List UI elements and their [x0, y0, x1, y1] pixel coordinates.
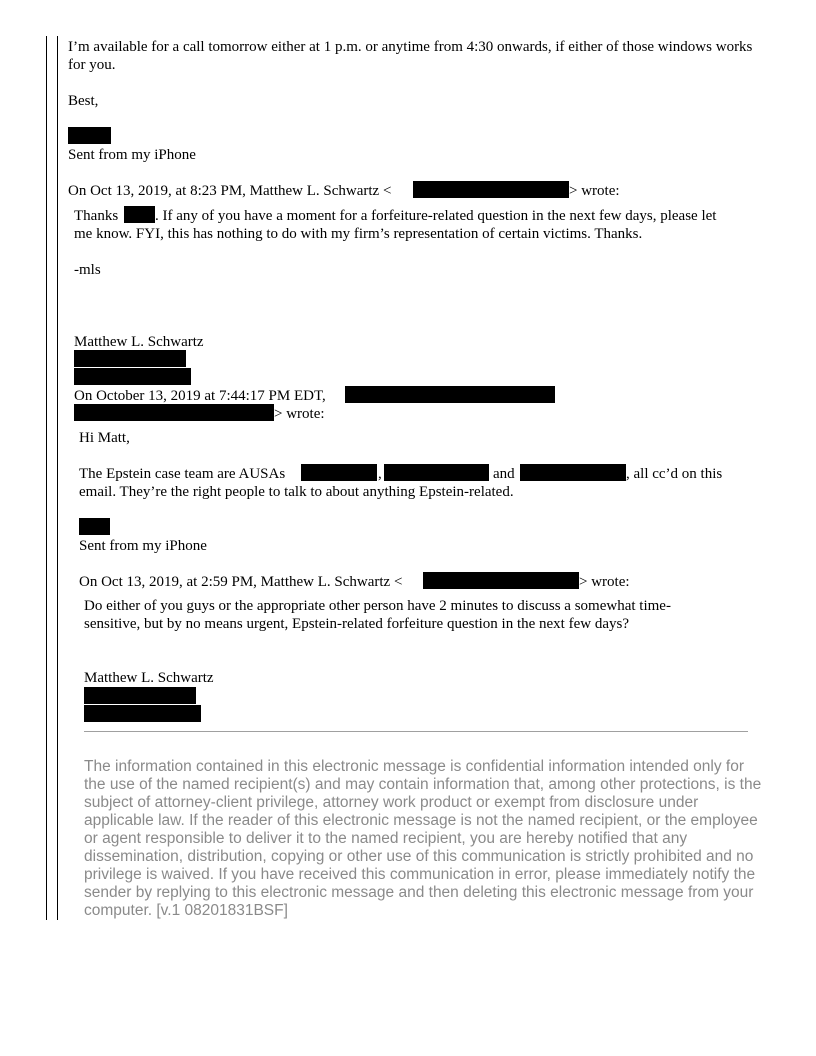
quote3-header-prefix: On Oct 13, 2019, at 2:59 PM, Matthew L. Schwartz <: [79, 574, 403, 590]
quote2-header-suffix: > wrote:: [274, 406, 325, 422]
reply-closing: Best,: [68, 93, 99, 109]
redacted-email: [413, 181, 569, 198]
quote1-thanks: Thanks: [74, 208, 119, 224]
confidentiality-disclaimer: The information contained in this electronic message is confidential information intended only for the use of the named recipient(s) and may contain information that, among other protections, is the subject of attorney-client privilege, attorney work product or exempt from disclosure under applicable law. If the reader of this electronic message is not the named recipient, or the employee or agent responsible to deliver it to the named recipient, you are hereby notified that any dissemination, distribution, copying or other use of this communication is strictly prohibited and no privilege is waived. If you have received this communication in error, please immediately notify the sender by replying to this electronic message and then deleting this electronic message from your computer. [v.1 08201831BSF]: [84, 758, 762, 919]
redacted-sender-email: [74, 404, 274, 421]
quote1-header-suffix: > wrote:: [569, 183, 620, 199]
redacted-name: [124, 206, 155, 223]
quote-bar-inner: [57, 36, 58, 920]
redacted-sender: [345, 386, 555, 403]
redacted-ausa-2: [384, 464, 489, 481]
redacted-sig-line1: [74, 350, 186, 367]
quote3-sig-name: Matthew L. Schwartz: [84, 670, 214, 686]
redacted-ausa-1: [301, 464, 377, 481]
redacted-ausa-3: [520, 464, 626, 481]
disclaimer-divider: [84, 731, 748, 732]
quote2-header-line1: On October 13, 2019 at 7:44:17 PM EDT,: [74, 388, 326, 404]
redacted-email-3: [423, 572, 579, 589]
quote2-and: and: [493, 466, 515, 482]
quote2-greeting: Hi Matt,: [79, 430, 130, 446]
quote1-signoff: -mls: [74, 262, 101, 278]
reply-sent-from: Sent from my iPhone: [68, 147, 196, 163]
quote1-sig-name: Matthew L. Schwartz: [74, 334, 204, 350]
quote2-comma: ,: [378, 466, 382, 482]
quote2-body-line2: email. They’re the right people to talk to about anything Epstein-related.: [79, 484, 514, 500]
redacted-signature-2: [79, 518, 110, 535]
quote1-header-prefix: On Oct 13, 2019, at 8:23 PM, Matthew L. Schwartz <: [68, 183, 392, 199]
quote2-body-end: , all cc’d on this: [626, 466, 723, 482]
redacted-sig-line2: [74, 368, 191, 385]
reply-body: I’m available for a call tomorrow either at 1 p.m. or anytime from 4:30 onwards, if either of those windows works for you.: [68, 39, 753, 73]
quote-bar-outer: [46, 36, 47, 920]
redacted-sig3-line1: [84, 687, 196, 704]
quote3-body: Do either of you guys or the appropriate other person have 2 minutes to discuss a somewhat time-sensitive, but by no means urgent, Epstein-related forfeiture question in the next few days?: [84, 598, 671, 632]
quote3-header-suffix: > wrote:: [579, 574, 630, 590]
redacted-signature: [68, 127, 111, 144]
quote2-body-start: The Epstein case team are AUSAs: [79, 466, 286, 482]
quote2-sent-from: Sent from my iPhone: [79, 538, 207, 554]
quote1-body-line2: me know. FYI, this has nothing to do with my firm’s representation of certain victims. Thanks.: [74, 226, 643, 242]
redacted-sig3-line2: [84, 705, 201, 722]
quote1-body-line1: . If any of you have a moment for a forfeiture-related question in the next few days, please let: [155, 208, 717, 224]
